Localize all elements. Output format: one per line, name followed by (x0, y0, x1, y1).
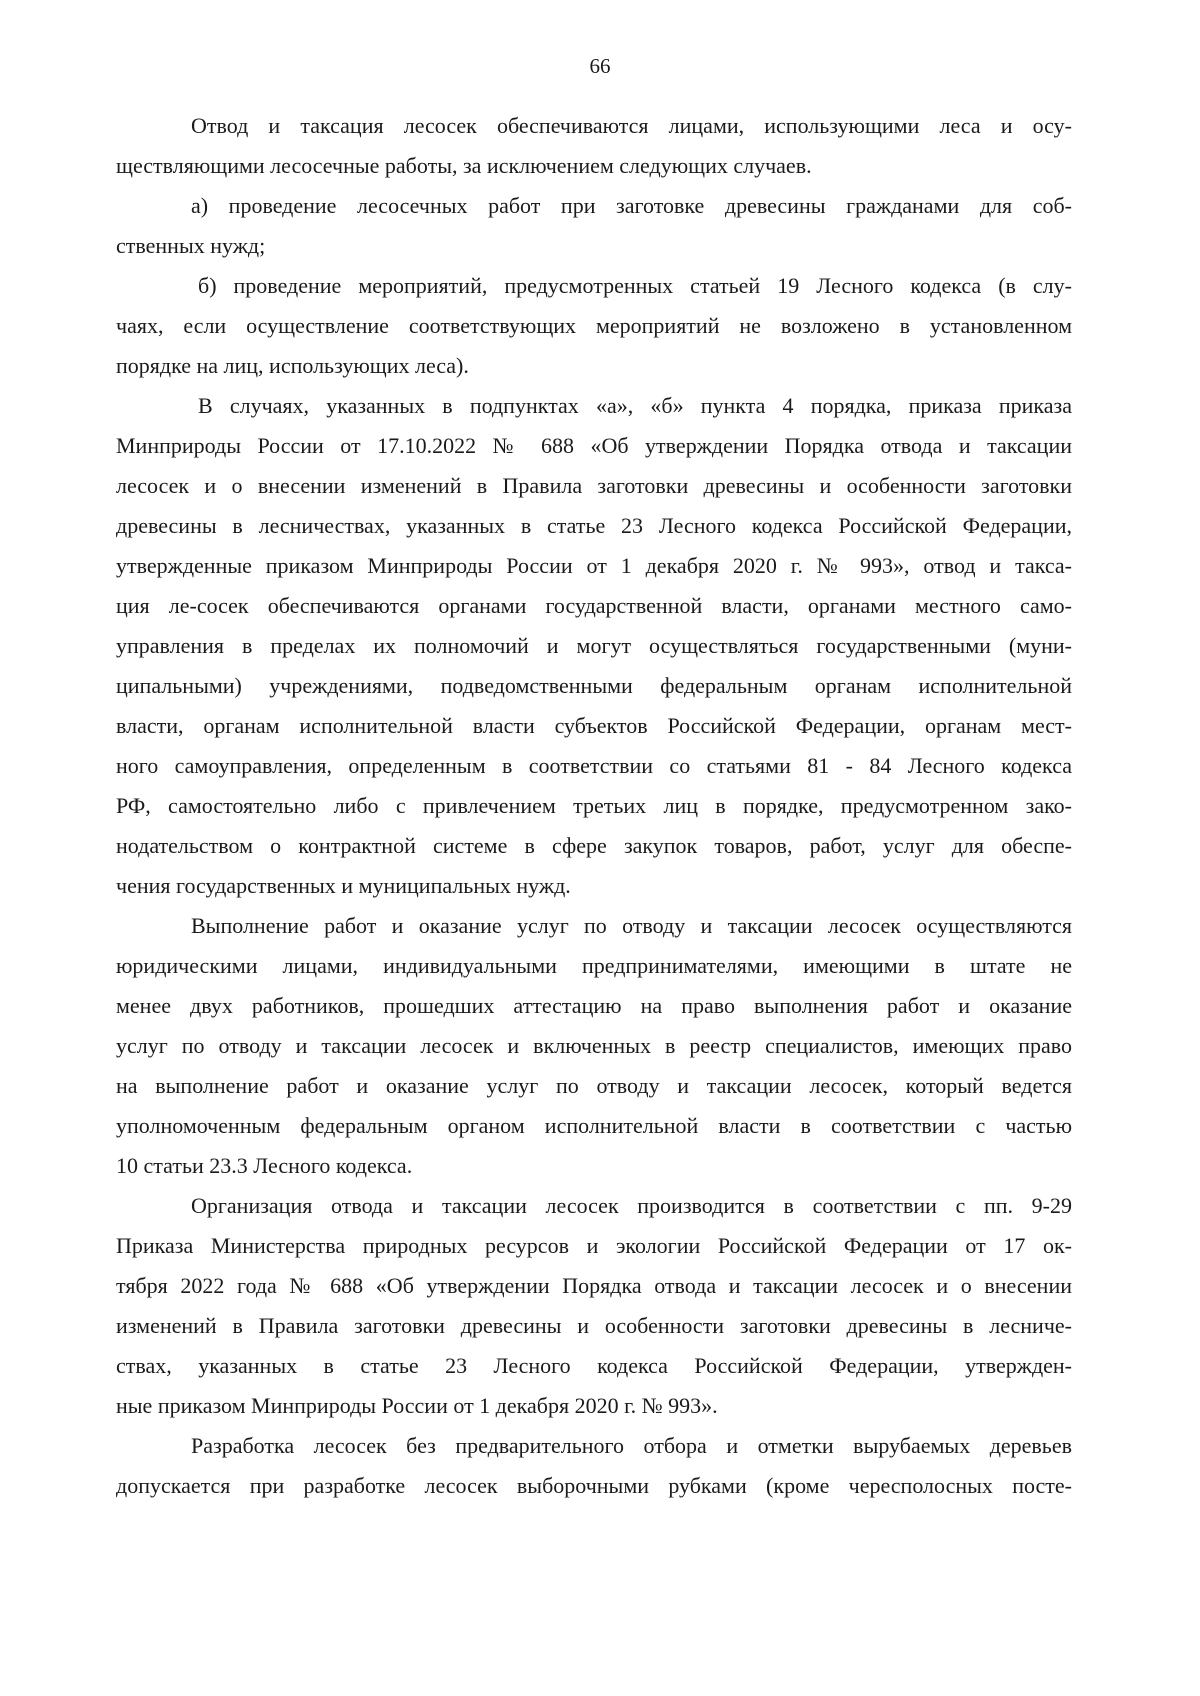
text-line: ция ле-сосек обеспечиваются органами государственной власти, органами местного само- (116, 593, 1072, 618)
list-item-b: б) проведение мероприятий, предусмотренных статьей 19 Лесного кодекса (в слу- (198, 273, 1072, 298)
text-line: изменений в Правила заготовки древесины и особенности заготовки древесины в лесниче- (116, 1313, 1072, 1338)
text-line: управления в пределах их полномочий и могут осуществляться государственными (муни- (116, 633, 1072, 658)
text-line: ственных нужд; (116, 233, 266, 258)
text-line: Разработка лесосек без предварительного отбора и отметки вырубаемых деревьев (191, 1433, 1072, 1458)
text-line: власти, органам исполнительной власти субъектов Российской Федерации, органам мест- (116, 713, 1072, 738)
text-line: В случаях, указанных в подпунктах «а», «б» пункта 4 порядка, приказа приказа (198, 393, 1072, 418)
text-line: Выполнение работ и оказание услуг по отводу и таксации лесосек осуществляются (191, 913, 1072, 938)
text-line: менее двух работников, прошедших аттестацию на право выполнения работ и оказание (116, 993, 1072, 1018)
text-line: уполномоченным федеральным органом исполнительной власти в соответствии с частью (116, 1113, 1072, 1138)
text-line: Отвод и таксация лесосек обеспечиваются лицами, использующими леса и осу- (191, 113, 1072, 138)
text-line: ного самоуправления, определенным в соответствии со статьями 81 - 84 Лесного кодекса (116, 753, 1072, 778)
text-line: Организация отвода и таксации лесосек производится в соответствии с пп. 9-29 (191, 1193, 1072, 1218)
text-line: ствах, указанных в статье 23 Лесного кодекса Российской Федерации, утвержден- (116, 1353, 1072, 1378)
text-line: порядке на лиц, использующих леса). (116, 353, 469, 378)
text-line: юридическими лицами, индивидуальными предпринимателями, имеющими в штате не (116, 953, 1072, 978)
text-line: тября 2022 года № 688 «Об утверждении Порядка отвода и таксации лесосек и о внесении (116, 1273, 1072, 1298)
text-line: лесосек и о внесении изменений в Правила заготовки древесины и особенности заготовки (116, 473, 1072, 498)
text-line: на выполнение работ и оказание услуг по отводу и таксации лесосек, который ведется (116, 1073, 1072, 1098)
text-line: Приказа Министерства природных ресурсов и экологии Российской Федерации от 17 ок- (116, 1233, 1072, 1258)
text-line: РФ, самостоятельно либо с привлечением третьих лиц в порядке, предусмотренном зако- (116, 793, 1072, 818)
text-line: чаях, если осуществление соответствующих мероприятий не возложено в установленном (116, 313, 1072, 338)
text-line: чения государственных и муниципальных нужд. (116, 873, 571, 898)
document-body (116, 106, 1072, 1506)
list-item-a: а) проведение лесосечных работ при заготовке древесины гражданами для соб- (191, 193, 1072, 218)
text-line: услуг по отводу и таксации лесосек и включенных в реестр специалистов, имеющих право (116, 1033, 1072, 1058)
text-line: нодательством о контрактной системе в сфере закупок товаров, работ, услуг для обеспе- (116, 833, 1072, 858)
page-number: 66 (589, 54, 611, 78)
text-line: Минприроды России от 17.10.2022 № 688 «Об утверждении Порядка отвода и таксации (116, 433, 1072, 458)
text-line: утвержденные приказом Минприроды России от 1 декабря 2020 г. № 993», отвод и такса- (116, 553, 1072, 578)
text-line: ществляющими лесосечные работы, за исключением следующих случаев. (116, 153, 812, 178)
text-line: 10 статьи 23.3 Лесного кодекса. (116, 1153, 413, 1178)
text-line: древесины в лесничествах, указанных в статье 23 Лесного кодекса Российской Федерации, (116, 513, 1072, 538)
text-line: ципальными) учреждениями, подведомственными федеральным органам исполнительной (116, 673, 1072, 698)
text-line: допускается при разработке лесосек выборочными рубками (кроме чересполосных посте- (116, 1473, 1072, 1498)
text-line: ные приказом Минприроды России от 1 декабря 2020 г. № 993». (116, 1393, 718, 1418)
